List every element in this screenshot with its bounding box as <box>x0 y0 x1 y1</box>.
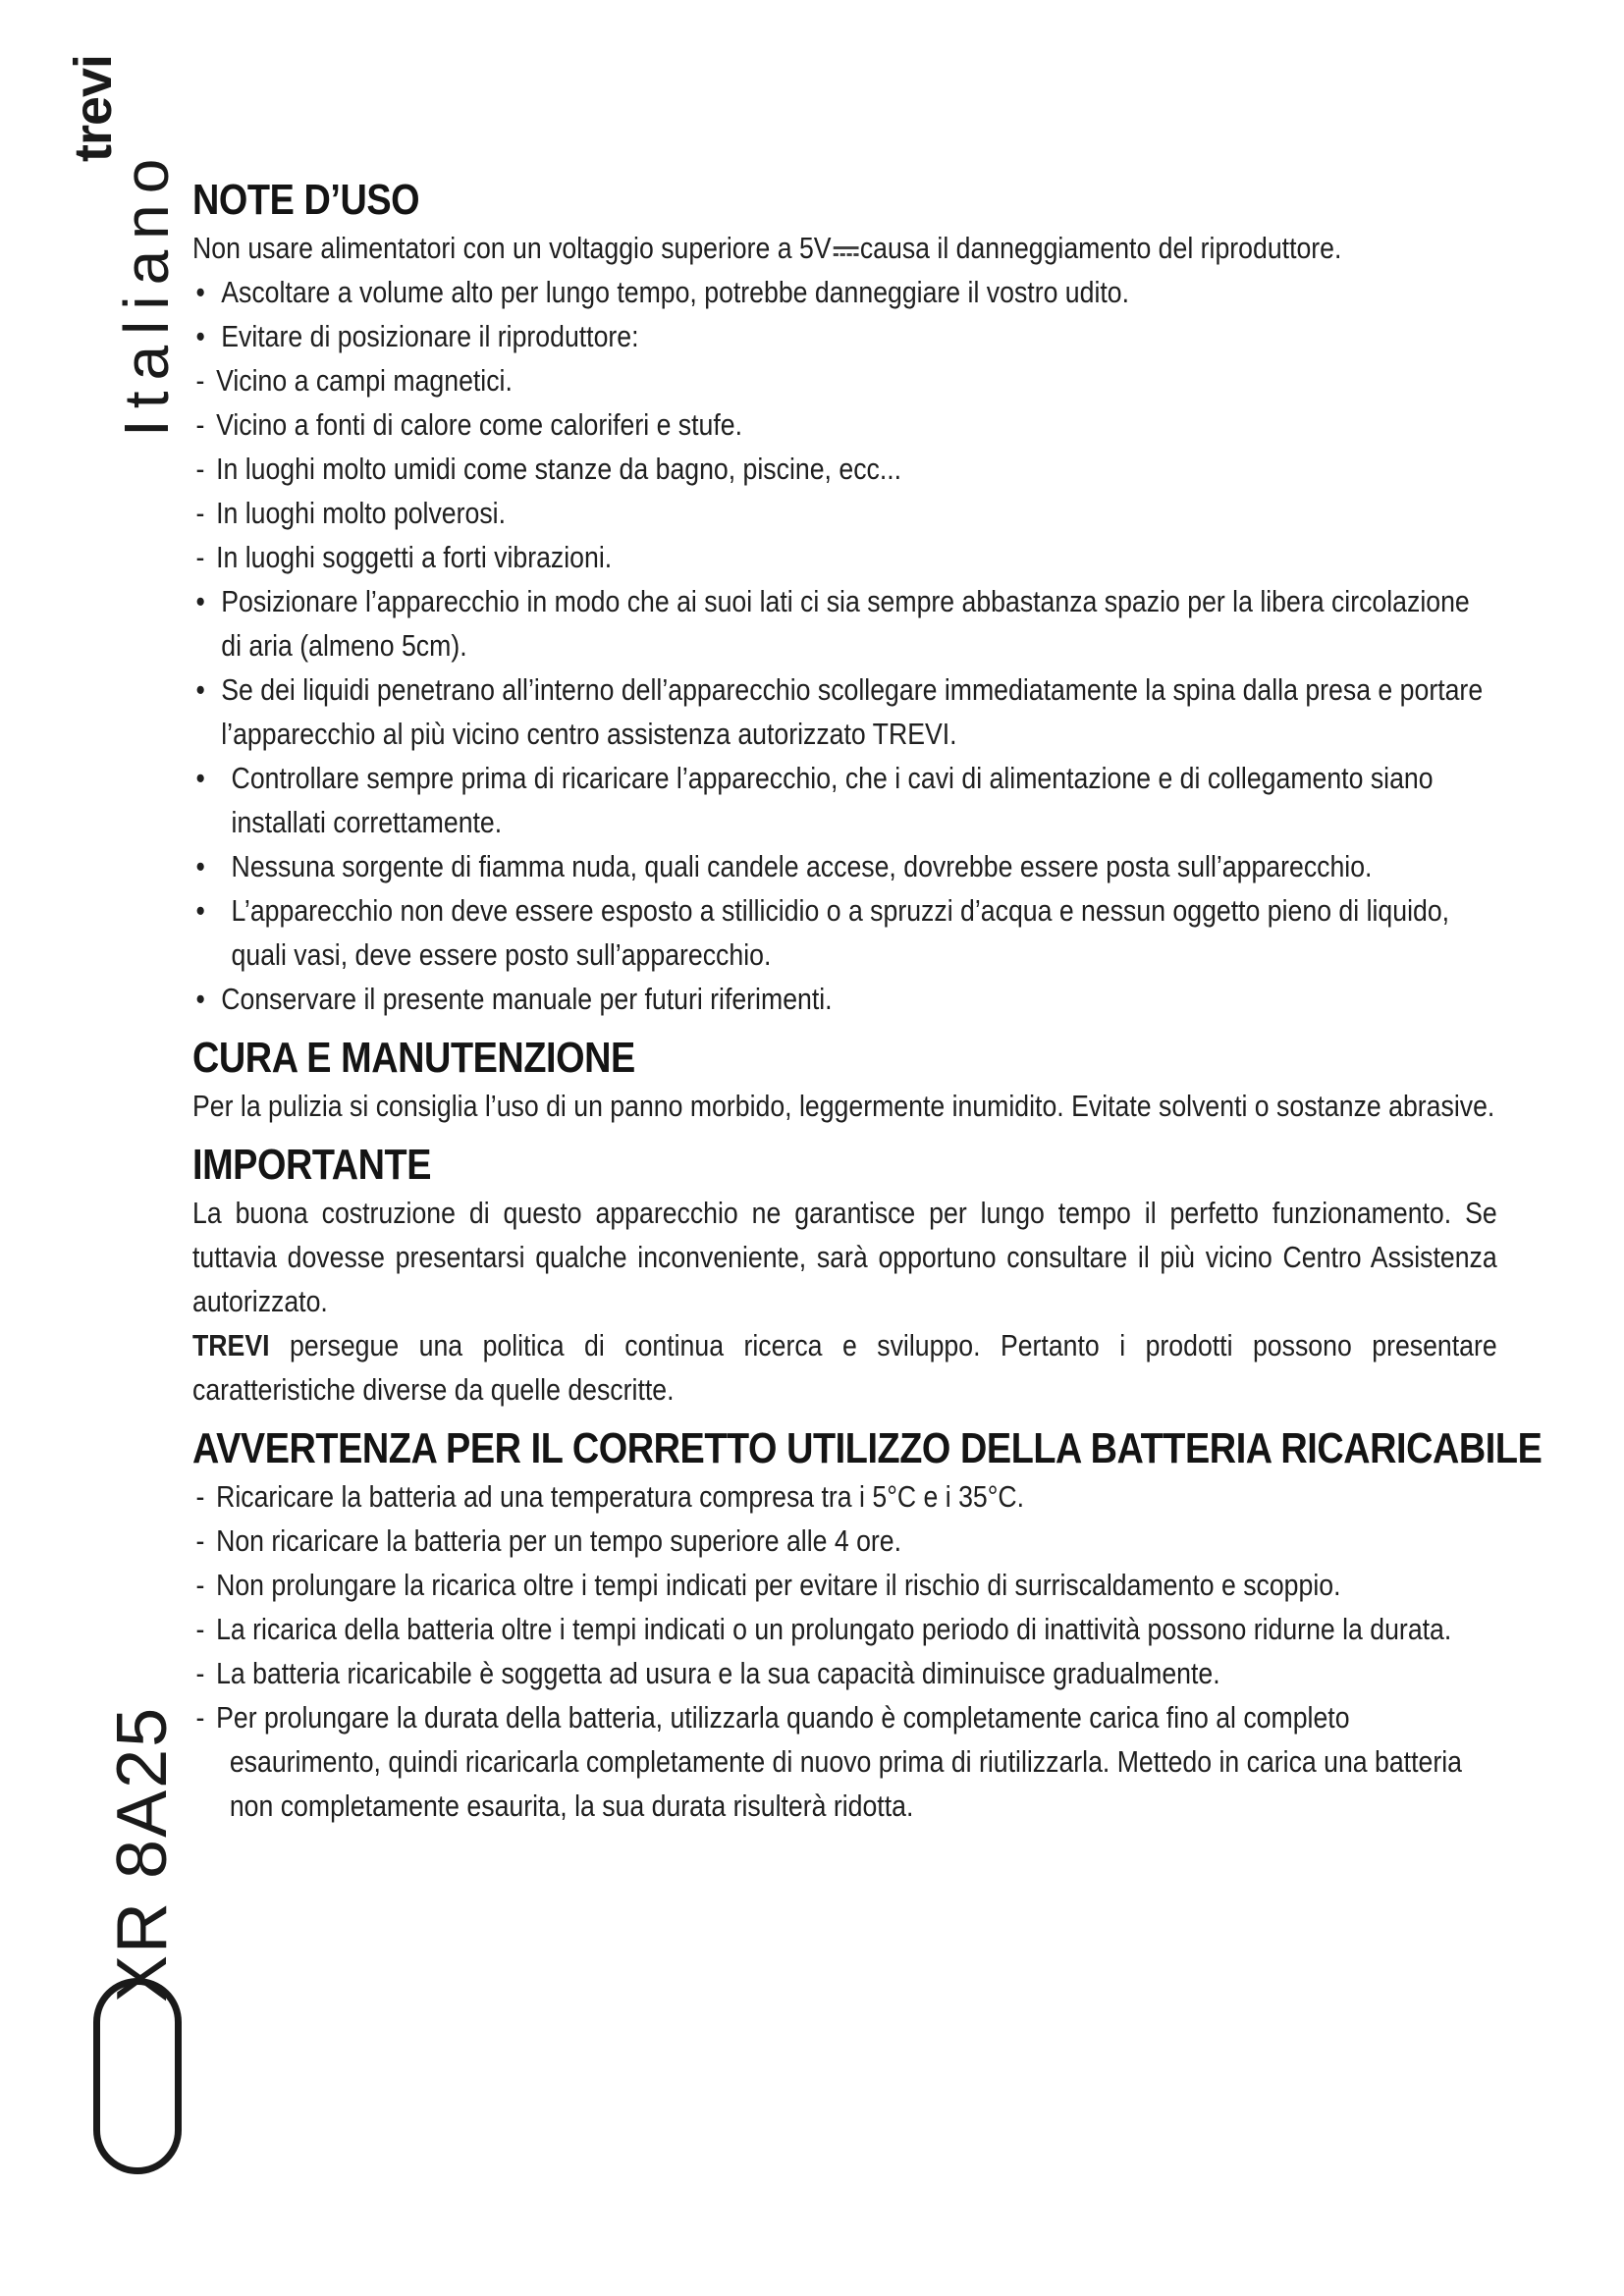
dash-icon: - <box>195 540 205 574</box>
list-item-text: La ricarica della batteria oltre i tempi indicati o un prolungato periodo di inattività possono ridurne la durata. <box>216 1612 1452 1646</box>
bullet-icon: • <box>195 761 205 795</box>
dash-icon: - <box>195 452 205 486</box>
list-item-text: Non ricaricare la batteria per un tempo superiore alle 4 ore. <box>216 1523 902 1558</box>
list-item-text: Vicino a fonti di calore come caloriferi e stufe. <box>216 407 743 442</box>
list-item <box>192 491 1497 535</box>
list-item <box>192 977 1497 1021</box>
bullet-icon: • <box>195 672 205 707</box>
list-item <box>192 1651 1497 1695</box>
trevi-logo <box>93 1978 182 2174</box>
list-item-text: Nessuna sorgente di fiamma nuda, quali candele accese, dovrebbe essere posta sull’apparecchio. <box>231 849 1373 883</box>
section-note-uso <box>192 175 1498 1021</box>
dash-icon: - <box>195 407 205 442</box>
list-item-text: Controllare sempre prima di ricaricare l’apparecchio, che i cavi di alimentazione e di collegamento siano installati correttamente. <box>231 761 1434 839</box>
bullet-icon: • <box>195 982 205 1016</box>
list-item <box>192 1695 1497 1828</box>
list-item <box>192 447 1497 491</box>
list-item-text: Posizionare l’apparecchio in modo che ai suoi lati ci sia sempre abbastanza spazio per la libera circolazione di aria (almeno 5cm). <box>221 584 1470 663</box>
list-item-text: In luoghi molto polverosi. <box>216 496 506 530</box>
section-title: NOTE D’USO <box>192 176 420 224</box>
list-item-text: Se dei liquidi penetrano all’interno dell’apparecchio scollegare immediatamente la spina dalla presa e portare l’apparecchio al più vicino centro assistenza autorizzato TREVI. <box>221 672 1484 751</box>
bullet-icon: • <box>195 893 205 928</box>
list-item <box>192 402 1497 447</box>
list-item-text: In luoghi soggetti a forti vibrazioni. <box>216 540 613 574</box>
list-item-text: Conservare il presente manuale per futuri riferimenti. <box>221 982 833 1016</box>
trevi-logo-text: trevi <box>64 54 123 162</box>
intro-text-a: Non usare alimentatori con un voltaggio superiore a 5V <box>192 231 832 265</box>
paragraph: La buona costruzione di questo apparecchio ne garantisce per lungo tempo il perfetto funzionamento. Se tuttavia dovesse presentarsi qualche inconveniente, sarà opportuno consultare il più vicino Centro Assistenza autorizzato. <box>192 1196 1497 1318</box>
list-item <box>192 1607 1497 1651</box>
paragraph: Per la pulizia si consiglia l’uso di un panno morbido, leggermente inumidito. Evitate solventi o sostanze abrasive. <box>192 1089 1495 1123</box>
dc-voltage-symbol-icon <box>833 244 858 256</box>
bullet-icon: • <box>195 319 205 353</box>
section-title: CURA E MANUTENZIONE <box>192 1034 635 1082</box>
dash-icon: - <box>195 1568 205 1602</box>
dash-icon: - <box>195 496 205 530</box>
content <box>192 175 1543 1828</box>
list-item-text: Ricaricare la batteria ad una temperatura compresa tra i 5°C e i 35°C. <box>216 1479 1025 1514</box>
list-item <box>192 579 1497 667</box>
intro-paragraph <box>192 226 1497 270</box>
model-label: XR 8A25 <box>103 1705 182 2002</box>
brand-name: TREVI <box>192 1328 270 1362</box>
list-item-text: Evitare di posizionare il riproduttore: <box>221 319 639 353</box>
list-item-text: La batteria ricaricabile è soggetta ad usura e la sua capacità diminuisce gradualmente. <box>216 1656 1220 1690</box>
list-item <box>192 314 1497 358</box>
list-item <box>192 756 1497 844</box>
list-item-text: Non prolungare la ricarica oltre i tempi indicati per evitare il rischio di surriscaldamento e scoppio. <box>216 1568 1341 1602</box>
dash-icon: - <box>195 1656 205 1690</box>
dash-icon: - <box>195 363 205 398</box>
bullet-icon: • <box>195 275 205 309</box>
list-item <box>192 888 1497 977</box>
bullet-icon: • <box>195 849 205 883</box>
list-item <box>192 1519 1497 1563</box>
list-item <box>192 667 1497 756</box>
paragraph <box>192 1323 1497 1412</box>
intro-text-b: causa il danneggiamento del riproduttore. <box>859 231 1342 265</box>
list-item-text: Per prolungare la durata della batteria, utilizzarla quando è completamente carica fino al completo esaurimento, quindi ricaricarla completamente di nuovo prima di riutilizzarla. Mettedo in carica una batteria non completamente esaurita, la sua durata risulterà ridotta. <box>216 1700 1462 1823</box>
section-body <box>192 1084 1497 1128</box>
section-title: IMPORTANTE <box>192 1141 432 1189</box>
list-item <box>192 270 1497 314</box>
dash-icon: - <box>195 1700 205 1735</box>
list-item-text: Vicino a campi magnetici. <box>216 363 513 398</box>
section-body <box>192 1474 1497 1828</box>
paragraph-text: persegue una politica di continua ricerca e sviluppo. Pertanto i prodotti possono presentare caratteristiche diverse da quelle descritte. <box>192 1328 1497 1407</box>
section-body <box>192 1191 1497 1412</box>
list-item-text: In luoghi molto umidi come stanze da bagno, piscine, ecc... <box>216 452 902 486</box>
dash-icon: - <box>195 1523 205 1558</box>
dash-icon: - <box>195 1612 205 1646</box>
section-avvertenza <box>192 1423 1543 1828</box>
list-item-text: L’apparecchio non deve essere esposto a stillicidio o a spruzzi d’acqua e nessun oggetto pieno di liquido, quali vasi, deve essere posto sull’apparecchio. <box>231 893 1450 972</box>
list-item-text: Ascoltare a volume alto per lungo tempo, potrebbe danneggiare il vostro udito. <box>221 275 1130 309</box>
section-body <box>192 226 1497 1021</box>
dash-icon: - <box>195 1479 205 1514</box>
section-title: AVVERTENZA PER IL CORRETTO UTILIZZO DELLA BATTERIA RICARICABILE <box>192 1424 1543 1472</box>
list-item <box>192 1474 1497 1519</box>
list-item <box>192 844 1497 888</box>
list-item <box>192 358 1497 402</box>
bullet-icon: • <box>195 584 205 618</box>
list-item <box>192 535 1497 579</box>
list-item <box>192 1563 1497 1607</box>
language-label: Italiano <box>111 147 182 437</box>
section-cura <box>192 1033 1498 1128</box>
section-importante <box>192 1140 1498 1412</box>
